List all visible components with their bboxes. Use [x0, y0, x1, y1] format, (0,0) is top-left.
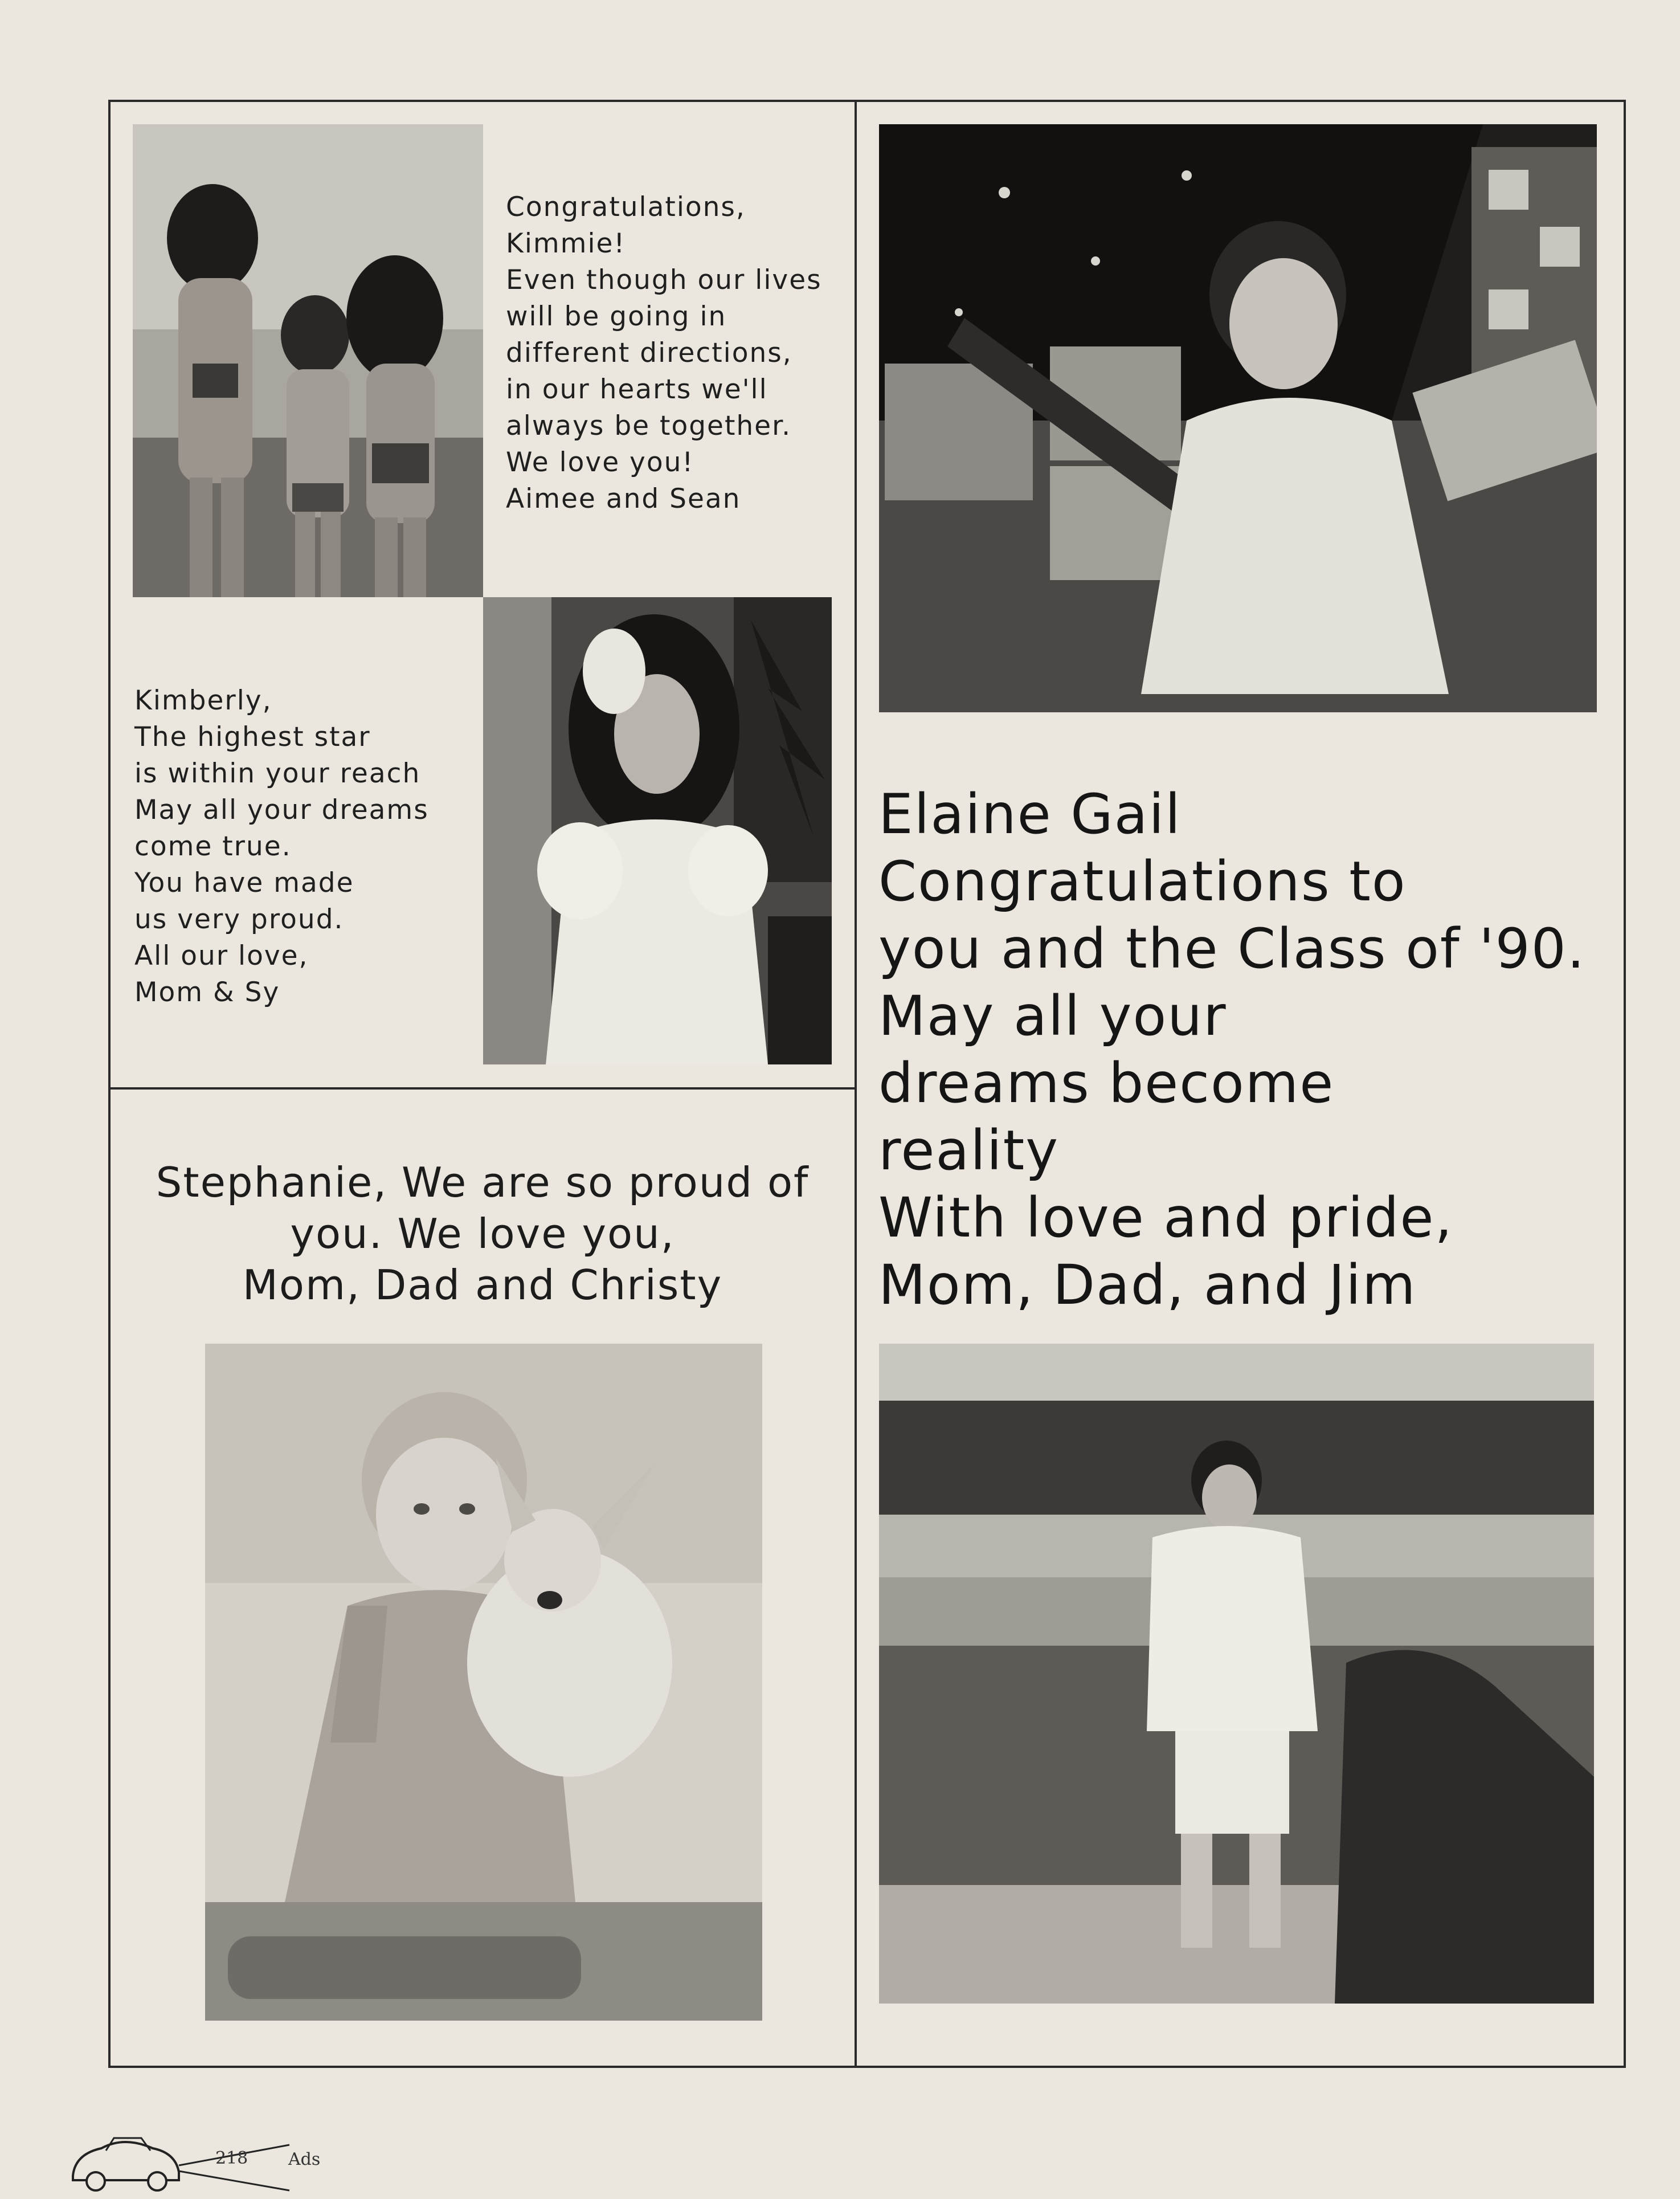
photo-kimberly-portrait — [483, 597, 832, 1064]
kimmie-sibling-message: Congratulations, Kimmie! Even though our lives will be going in different directions, in our hearts we'll always be together. We love you! Aimee and Sean — [506, 191, 822, 515]
kimberly-parent-message: Kimberly, The highest star is within your reach May all your dreams come true. You have made us very proud. All our love, Mom & Sy — [134, 685, 429, 1008]
section-label: Ads — [288, 2149, 321, 2169]
photo-stephanie-dog — [205, 1344, 762, 2021]
toddler-with-dog-icon — [205, 1344, 762, 2021]
woman-front-yard-icon — [879, 1344, 1594, 2004]
page-number: 218 — [215, 2148, 248, 2168]
car-logo-icon — [62, 2131, 295, 2194]
left-section-divider — [108, 1087, 856, 1090]
woman-white-dress-icon — [483, 597, 832, 1064]
photo-elaine-yard — [879, 1344, 1594, 2004]
photo-kimmie-siblings — [133, 124, 483, 597]
stephanie-message: Stephanie, We are so proud of you. We love you, Mom, Dad and Christy — [156, 1158, 810, 1309]
column-divider — [855, 100, 857, 2068]
elaine-message: Elaine Gail Congratulations to you and the Class of '90. May all your dreams become reality With love and pride, Mom, Dad, and Jim — [878, 782, 1586, 1317]
three-children-beach-icon — [133, 124, 483, 597]
child-christmas-tree-icon — [879, 124, 1597, 712]
photo-elaine-christmas — [879, 124, 1597, 712]
